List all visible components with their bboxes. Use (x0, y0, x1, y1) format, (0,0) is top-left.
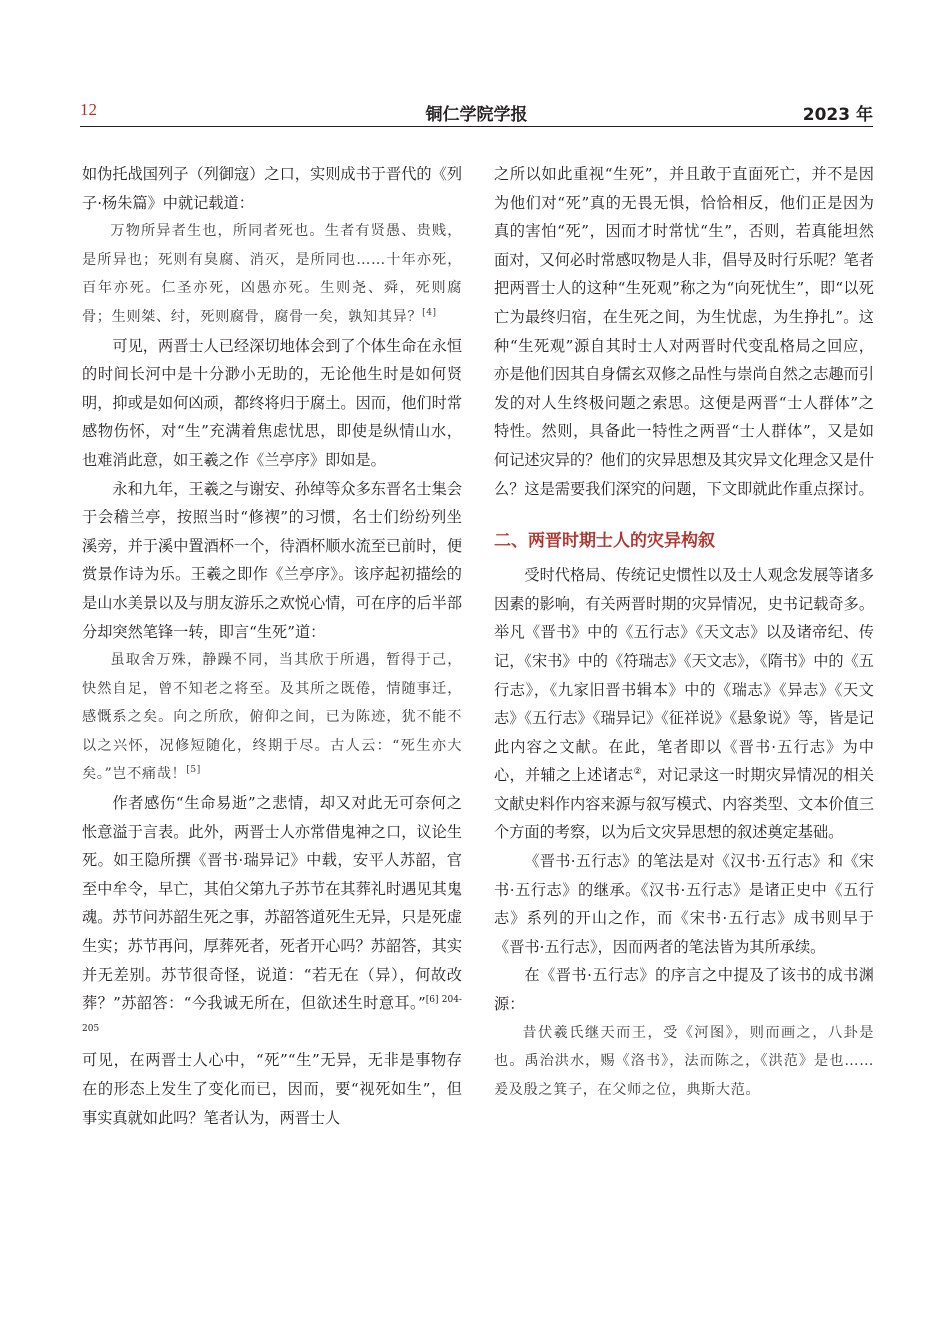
paragraph-text: 受时代格局、传统记史惯性以及士人观念发展等诸多因素的影响，有关两晋时期的灾异情况，史书记载奇多。举凡《晋书》中的《五行志》《天文志》以及诸帝纪、传记，《宋书》中的《符瑞志》《天文志》，《隋书》中的《五行志》，《九家旧晋书辑本》中的《瑞志》《异志》《天文志》《五行志》《瑞异记》《征祥说》《悬象说》等，皆是记此内容之文献。在此，笔者即以《晋书·五行志》为中心，并辅之上述诸志 (494, 566, 874, 785)
paragraph (82, 789, 462, 1046)
citation: [6] 204-205 (82, 995, 462, 1034)
paragraph: 可见，在两晋士人心中，“死”“生”无异，无非是事物存在的形态上发生了变化而已，因而，要“视死如生”，但事实真就如此吗？笔者认为，两晋士人 (82, 1051, 462, 1127)
right-column (494, 160, 874, 1104)
journal-title: 铜仁学院学报 (425, 105, 528, 125)
block-quote (82, 217, 462, 331)
running-header (80, 100, 873, 126)
issue-year: 2023 年 (802, 105, 873, 125)
paragraph: 可见，两晋士人已经深切地体会到了个体生命在永恒的时间长河中是十分渺小无助的，无论他生时是如何贤明，抑或是如何凶顽，都终将归于腐土。因而，他们时常感物伤怀，对“生”充满着焦虑忧思，即使是纵情山水，也难消此意，如王羲之作《兰亭序》即如是。 (82, 336, 462, 469)
block-quote (82, 646, 462, 789)
quote-text: 万物所异者生也，所同者死也。生者有贤愚、贵贱，是所异也；死则有臭腐、消灭，是所同也……十年亦死，百年亦死。仁圣亦死，凶愚亦死。生则尧、舜，死则腐骨；生则桀、纣，死则腐骨，腐骨一矣，孰知其异？ (82, 223, 462, 325)
paragraph (494, 561, 874, 847)
paragraph: 之所以如此重视“生死”，并且敢于直面死亡，并不是因为他们对“死”真的无畏无惧，恰恰相反，他们正是因为真的害怕“死”，因而才时常忧“生”，否则，若真能坦然面对，又何必时常感叹物是人非，倡导及时行乐呢？笔者把两晋士人的这种“生死观”称之为“向死忧生”，即“以死亡为最终归宿，在生死之间，为生忧虑，为生挣扎”。这种“生死观”源自其时士人对两晋时代变乱格局之回应，亦是他们因其自身儒玄双修之品性与崇尚自然之志趣而引发的对人生终极问题之索思。这便是两晋“士人群体”之特性。然则，具备此一特性之两晋“士人群体”，又是如何记述灾异的？他们的灾异思想及其灾异文化理念又是什么？这是需要我们深究的问题，下文即就此作重点探讨。 (494, 165, 874, 498)
citation: [4] (422, 307, 437, 318)
page-number: 12 (80, 100, 97, 119)
left-column (82, 160, 462, 1132)
header-rule (80, 126, 873, 127)
block-quote: 昔伏羲氏继天而王，受《河图》，则而画之，八卦是也。禹治洪水，赐《洛书》，法而陈之，《洪范》是也……爰及殷之箕子，在父师之位，典斯大范。 (494, 1024, 874, 1098)
quote-text: 虽取舍万殊，静躁不同，当其欣于所遇，暂得于己，快然自足，曾不知老之将至。及其所之既倦，情随事迁，感慨系之矣。向之所欣，俯仰之间，已为陈迹，犹不能不以之兴怀，况修短随化，终期于尽。古人云：“死生亦大矣。”岂不痛哉！ (82, 652, 462, 783)
paragraph: 在《晋书·五行志》的序言之中提及了该书的成书渊源： (494, 966, 874, 1014)
paragraph: 《晋书·五行志》的笔法是对《汉书·五行志》和《宋书·五行志》的继承。《汉书·五行志》是诸正史中《五行志》系列的开山之作，而《宋书·五行志》成书则早于《晋书·五行志》，因而两者的笔法皆为其所承续。 (494, 852, 874, 956)
citation: [5] (186, 765, 201, 776)
footnote-marker: ② (633, 767, 642, 778)
paragraph: 永和九年，王羲之与谢安、孙绰等众多东晋名士集会于会稽兰亭，按照当时“修禊”的习惯，名士们纷纷列坐溪旁，并于溪中置酒杯一个，待酒杯顺水流至已前时，便赏景作诗为乐。王羲之即作《兰亭序》。该序起初描绘的是山水美景以及与朋友游乐之欢悦心情，可在序的后半部分却突然笔锋一转，即言“生死”道： (82, 479, 462, 641)
section-heading: 二、两晋时期士人的灾异构叙 (494, 531, 715, 552)
paragraph: 如伪托战国列子（列御寇）之口，实则成书于晋代的《列子·杨朱篇》中就记载道： (82, 165, 462, 212)
paragraph-text: 作者感伤“生命易逝”之悲情，却又对此无可奈何之怅意溢于言表。此外，两晋士人亦常借鬼神之口，议论生死。如王隐所撰《晋书·瑞异记》中载，安平人苏韶，官至中牟令，早亡，其伯父第九子苏节在其葬礼时遇见其鬼魂。苏节问苏韶生死之事，苏韶答道死生无异，只是死虚生实；苏节再问，厚葬死者，死者开心吗？苏韶答，其实并无差别。苏节很奇怪，说道：“若无在（异），何故改葬？”苏韶答：“今我诚无所在，但欲述生时意耳。” (82, 794, 462, 1013)
paragraph-text: ，对记录这一时期灾异情况的相关文献史料作内容来源与叙写模式、内容类型、文本价值三个方面的考察，以为后文灾异思想的叙述奠定基础。 (494, 766, 875, 842)
